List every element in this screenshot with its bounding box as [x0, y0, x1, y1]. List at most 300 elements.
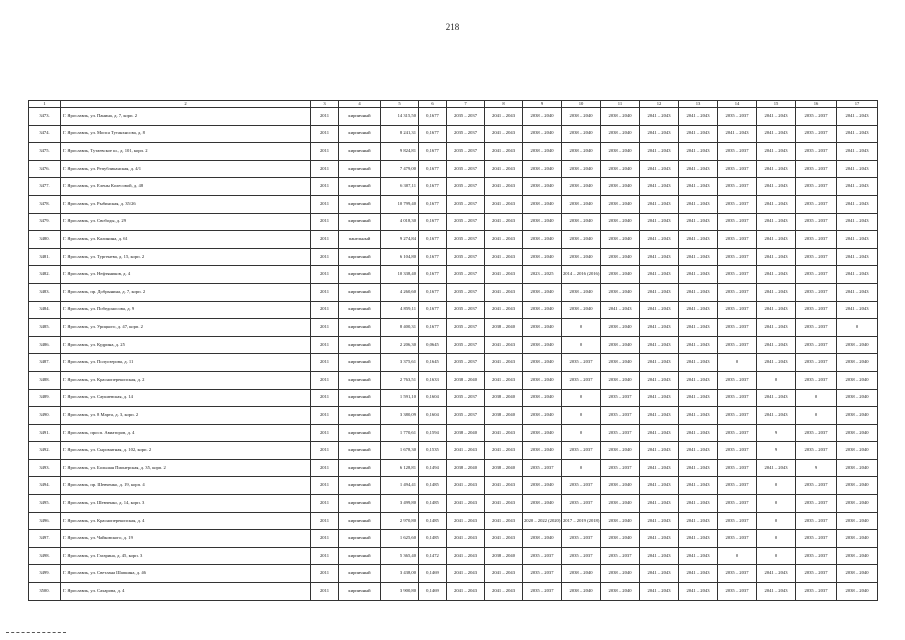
table-cell: 0: [757, 477, 796, 495]
housing-register-table: [28, 100, 878, 601]
table-cell: 2041 – 2043: [679, 530, 718, 548]
table-cell: 9 824,81: [381, 143, 419, 161]
table-cell: кирпичный: [339, 371, 381, 389]
table-cell: 2035 – 2037: [718, 407, 757, 425]
row-number-cell: 3491.: [29, 424, 61, 442]
table-cell: 2041 – 2043: [679, 108, 718, 126]
table-cell: 2035 – 2037: [447, 248, 485, 266]
table-cell: 2038 – 2040: [601, 354, 640, 372]
table-cell: 2035 – 2037: [523, 583, 562, 601]
table-cell: 2038 – 2040: [523, 231, 562, 249]
table-cell: 2041 – 2043: [679, 495, 718, 513]
table-cell: 2038 – 2040: [562, 160, 601, 178]
table-cell: 2035 – 2037: [796, 477, 837, 495]
table-cell: 2038 – 2040: [601, 477, 640, 495]
table-cell: 2038 – 2040: [523, 442, 562, 460]
table-cell: 2035 – 2037: [562, 442, 601, 460]
table-cell: 0,1677: [419, 195, 447, 213]
address-cell: Г. Ярославль, ул. Гагарина, д. 45, корп. 3: [61, 547, 311, 565]
table-cell: 2041 – 2043: [640, 319, 679, 337]
table-cell: 2041 – 2043: [640, 354, 679, 372]
table-row: [29, 371, 878, 389]
table-cell: 0: [562, 459, 601, 477]
table-cell: 2041 – 2043: [837, 248, 878, 266]
table-cell: кирпичный: [339, 459, 381, 477]
table-cell: 2041 – 2043: [640, 125, 679, 143]
table-cell: 2038 – 2040: [447, 371, 485, 389]
table-cell: 2035 – 2037: [718, 231, 757, 249]
table-cell: 2041 – 2043: [757, 336, 796, 354]
table-cell: 2041 – 2043: [679, 512, 718, 530]
address-cell: Г. Ярославль, ул. Кудрина, д. 25: [61, 336, 311, 354]
table-cell: 2041 – 2043: [485, 213, 523, 231]
table-cell: 8 400,31: [381, 319, 419, 337]
table-row: [29, 477, 878, 495]
table-cell: 6 128,81: [381, 459, 419, 477]
table-row: [29, 459, 878, 477]
table-cell: 2035 – 2037: [796, 178, 837, 196]
table-cell: 2035 – 2037: [447, 108, 485, 126]
row-number-cell: 3479.: [29, 213, 61, 231]
table-cell: 2038 – 2040: [523, 477, 562, 495]
table-cell: 2011: [311, 301, 339, 319]
table-cell: 2041 – 2043: [485, 266, 523, 284]
table-cell: 2041 – 2043: [837, 195, 878, 213]
row-number-cell: 3494.: [29, 477, 61, 495]
table-body: [29, 108, 878, 601]
table-cell: 0,1485: [419, 495, 447, 513]
table-cell: 2035 – 2037: [796, 266, 837, 284]
table-cell: 2038 – 2040: [601, 248, 640, 266]
page-edge-mark: [6, 632, 66, 634]
table-cell: 2041 – 2043: [679, 283, 718, 301]
table-cell: 1 494,41: [381, 477, 419, 495]
table-cell: 0,1677: [419, 301, 447, 319]
table-cell: 2038 – 2040: [562, 108, 601, 126]
table-cell: 2041 – 2043: [837, 125, 878, 143]
table-cell: 2035 – 2037: [447, 301, 485, 319]
table-row: [29, 512, 878, 530]
row-number-cell: 3481.: [29, 248, 61, 266]
table-cell: 2035 – 2037: [796, 530, 837, 548]
address-cell: Г. Ярославль, ул. Большая Пионерская, д. 35, корп. 2: [61, 459, 311, 477]
table-cell: 2038 – 2040: [562, 178, 601, 196]
table-cell: 0,1469: [419, 583, 447, 601]
table-cell: 2035 – 2037: [796, 583, 837, 601]
table-row: [29, 319, 878, 337]
row-number-cell: 3496.: [29, 512, 61, 530]
table-cell: 2038 – 2040: [523, 283, 562, 301]
table-cell: 2035 – 2037: [523, 459, 562, 477]
table-cell: 2041 – 2043: [640, 583, 679, 601]
table-cell: 2041 – 2043: [640, 495, 679, 513]
table-cell: 2038 – 2040: [837, 547, 878, 565]
table-cell: 2038 – 2040: [523, 495, 562, 513]
table-cell: 2011: [311, 442, 339, 460]
column-number-10: 10: [562, 101, 601, 108]
table-cell: 2041 – 2043: [679, 195, 718, 213]
table-cell: 2035 – 2037: [447, 195, 485, 213]
table-cell: 2038 – 2040: [523, 108, 562, 126]
table-cell: 2041 – 2043: [757, 319, 796, 337]
table-cell: 2041 – 2043: [447, 477, 485, 495]
address-cell: Г. Ярославль, ул. Сахарова, д. 4: [61, 583, 311, 601]
table-cell: 2038 – 2040: [562, 195, 601, 213]
row-number-cell: 3493.: [29, 459, 61, 477]
table-cell: 2041 – 2043: [485, 477, 523, 495]
table-cell: 2035 – 2037: [447, 354, 485, 372]
table-cell: кирпичный: [339, 547, 381, 565]
table-cell: 3 375,61: [381, 354, 419, 372]
table-cell: 2035 – 2037: [601, 424, 640, 442]
address-cell: Г. Ярославль, ул. Красноперекопская, д. 2: [61, 371, 311, 389]
table-cell: 0,1677: [419, 143, 447, 161]
table-cell: 2038 – 2040: [837, 354, 878, 372]
table-cell: 2041 – 2043: [679, 407, 718, 425]
table-cell: 0: [562, 407, 601, 425]
row-number-cell: 3480.: [29, 231, 61, 249]
table-cell: 2038 – 2040: [523, 336, 562, 354]
table-cell: 0: [718, 354, 757, 372]
row-number-cell: 3486.: [29, 336, 61, 354]
table-cell: 2035 – 2037: [447, 160, 485, 178]
column-number-11: 11: [601, 101, 640, 108]
address-cell: Г. Ярославль, пр. Добрынина, д. 7, корп. 2: [61, 283, 311, 301]
table-cell: кирпичный: [339, 248, 381, 266]
table-cell: 0: [796, 407, 837, 425]
table-cell: 2038 – 2040: [485, 389, 523, 407]
table-cell: 2041 – 2043: [679, 459, 718, 477]
table-cell: 2038 – 2040: [485, 547, 523, 565]
table-cell: 0,1677: [419, 108, 447, 126]
table-cell: 2041 – 2043: [679, 477, 718, 495]
table-cell: 6 307,11: [381, 178, 419, 196]
table-cell: 2038 – 2040: [523, 248, 562, 266]
table-cell: 2041 – 2043: [447, 495, 485, 513]
table-cell: кирпичный: [339, 389, 381, 407]
table-row: [29, 583, 878, 601]
table-cell: 2035 – 2037: [601, 389, 640, 407]
address-cell: Г. Ярославль, ул. 8 Марта, д. 3, корп. 2: [61, 407, 311, 425]
table-cell: 2041 – 2043: [640, 512, 679, 530]
table-row: [29, 231, 878, 249]
table-cell: 2035 – 2037: [447, 125, 485, 143]
table-cell: 2041 – 2043: [640, 266, 679, 284]
table-cell: 2041 – 2043: [640, 547, 679, 565]
table-cell: кирпичный: [339, 266, 381, 284]
table-cell: 2041 – 2043: [757, 354, 796, 372]
table-cell: 0: [837, 319, 878, 337]
table-cell: 2041 – 2043: [757, 565, 796, 583]
table-cell: 2041 – 2043: [640, 178, 679, 196]
table-cell: 2011: [311, 108, 339, 126]
table-cell: 0,1677: [419, 319, 447, 337]
table-cell: 2035 – 2037: [718, 319, 757, 337]
table-cell: кирпичный: [339, 195, 381, 213]
table-cell: 10 799,40: [381, 195, 419, 213]
table-cell: 2038 – 2040: [601, 442, 640, 460]
table-cell: 2041 – 2043: [485, 371, 523, 389]
table-cell: панельный: [339, 231, 381, 249]
table-cell: 2035 – 2037: [562, 477, 601, 495]
table-cell: 2041 – 2043: [757, 213, 796, 231]
table-cell: 9: [796, 459, 837, 477]
table-cell: 0: [562, 424, 601, 442]
table-cell: 2035 – 2037: [718, 371, 757, 389]
table-cell: 2035 – 2037: [601, 547, 640, 565]
table-row: [29, 248, 878, 266]
table-cell: 2035 – 2037: [718, 459, 757, 477]
table-cell: 2 970,80: [381, 512, 419, 530]
table-cell: 2041 – 2043: [485, 530, 523, 548]
row-number-cell: 3488.: [29, 371, 61, 389]
table-cell: 0: [718, 547, 757, 565]
address-cell: Г. Ярославль, ул. Републиканская, д. 4/1: [61, 160, 311, 178]
table-row: [29, 283, 878, 301]
table-cell: 2038 – 2040: [601, 213, 640, 231]
table-cell: 2038 – 2040: [523, 424, 562, 442]
table-cell: 0,1633: [419, 371, 447, 389]
table-cell: 2038 – 2040: [562, 143, 601, 161]
table-cell: 2011: [311, 547, 339, 565]
table-cell: 2041 – 2043: [485, 231, 523, 249]
table-cell: 2041 – 2043: [447, 530, 485, 548]
table-row: [29, 195, 878, 213]
address-cell: Г. Ярославль, ул. Урицкого, д. 47, корп. 2: [61, 319, 311, 337]
table-cell: кирпичный: [339, 512, 381, 530]
address-cell: Г. Ярославль, ул. Шевченко, д. 14, корп. 3: [61, 495, 311, 513]
table-cell: 4 859,11: [381, 301, 419, 319]
table-cell: 0,1677: [419, 283, 447, 301]
table-cell: 2041 – 2043: [485, 178, 523, 196]
table-cell: 2035 – 2037: [718, 336, 757, 354]
table-cell: 2020 – 2022 (2020): [523, 512, 562, 530]
table-cell: 2011: [311, 407, 339, 425]
table-cell: 2041 – 2043: [485, 125, 523, 143]
table-cell: 2041 – 2043: [718, 125, 757, 143]
row-number-cell: 3498.: [29, 547, 61, 565]
table-cell: 2038 – 2040: [837, 565, 878, 583]
table-cell: 2035 – 2037: [718, 160, 757, 178]
table-cell: кирпичный: [339, 424, 381, 442]
table-row: [29, 389, 878, 407]
table-cell: кирпичный: [339, 407, 381, 425]
table-cell: 2041 – 2043: [837, 301, 878, 319]
table-cell: 0,0645: [419, 336, 447, 354]
table-cell: 0: [757, 547, 796, 565]
table-cell: 0: [562, 319, 601, 337]
table-cell: 2041 – 2043: [757, 583, 796, 601]
table-cell: 2041 – 2043: [640, 459, 679, 477]
table-cell: 2035 – 2037: [447, 266, 485, 284]
column-number-row: [29, 101, 878, 108]
table-cell: 0,1677: [419, 213, 447, 231]
table-cell: 2011: [311, 371, 339, 389]
table-cell: 2041 – 2043: [757, 160, 796, 178]
table-cell: 2041 – 2043: [837, 178, 878, 196]
column-number-12: 12: [640, 101, 679, 108]
table-cell: 2038 – 2040: [523, 389, 562, 407]
table-cell: 2041 – 2043: [601, 301, 640, 319]
table-cell: 2038 – 2040: [837, 512, 878, 530]
table-cell: 0,1645: [419, 354, 447, 372]
table-cell: 3 900,80: [381, 583, 419, 601]
table-cell: 2041 – 2043: [757, 178, 796, 196]
table-row: [29, 495, 878, 513]
column-number-16: 16: [796, 101, 837, 108]
table-row: [29, 178, 878, 196]
table-cell: 0: [562, 389, 601, 407]
table-cell: 2035 – 2037: [447, 319, 485, 337]
table-cell: 2035 – 2037: [796, 512, 837, 530]
address-cell: Г. Ярославль, пр. Шевченко, д. 19, корп. 4: [61, 477, 311, 495]
table-cell: 2038 – 2040: [523, 125, 562, 143]
row-number-cell: 3485.: [29, 319, 61, 337]
table-cell: 2035 – 2037: [796, 565, 837, 583]
table-cell: 2041 – 2043: [485, 143, 523, 161]
table-cell: 0: [757, 512, 796, 530]
row-number-cell: 3477.: [29, 178, 61, 196]
column-number-1: 1: [29, 101, 61, 108]
column-number-17: 17: [837, 101, 878, 108]
table-cell: 0,1485: [419, 477, 447, 495]
table-row: [29, 442, 878, 460]
table-cell: 0,1604: [419, 389, 447, 407]
table-cell: 2035 – 2037: [796, 442, 837, 460]
table-cell: кирпичный: [339, 495, 381, 513]
table-cell: 2038 – 2040: [523, 301, 562, 319]
table-cell: 2035 – 2037: [718, 301, 757, 319]
table-cell: 2038 – 2040: [523, 213, 562, 231]
address-cell: Г. Ярославль, ул. Тургенева, д. 15, корп. 2: [61, 248, 311, 266]
row-number-cell: 3483.: [29, 283, 61, 301]
table-cell: 2035 – 2037: [718, 477, 757, 495]
table-cell: 2041 – 2043: [640, 442, 679, 460]
table-cell: 14 315,50: [381, 108, 419, 126]
table-cell: 2035 – 2037: [796, 213, 837, 231]
table-cell: 2041 – 2043: [485, 195, 523, 213]
row-number-cell: 3490.: [29, 407, 61, 425]
table-cell: 2041 – 2043: [640, 143, 679, 161]
table-cell: 2035 – 2037: [796, 547, 837, 565]
table-cell: 9: [757, 442, 796, 460]
table-cell: 2038 – 2040: [601, 512, 640, 530]
table-cell: 2041 – 2043: [485, 565, 523, 583]
table-cell: 2041 – 2043: [679, 547, 718, 565]
table-cell: 2035 – 2037: [523, 547, 562, 565]
table-cell: 2035 – 2037: [718, 512, 757, 530]
table-cell: 2011: [311, 195, 339, 213]
table-cell: 2035 – 2037: [718, 178, 757, 196]
table-cell: 2038 – 2040: [601, 565, 640, 583]
table-cell: 3 438,00: [381, 565, 419, 583]
table-cell: 2011: [311, 336, 339, 354]
table-cell: 2041 – 2043: [679, 231, 718, 249]
table-cell: кирпичный: [339, 565, 381, 583]
column-number-9: 9: [523, 101, 562, 108]
table-cell: 2011: [311, 160, 339, 178]
table-cell: 2035 – 2037: [447, 407, 485, 425]
table-cell: 0,1677: [419, 160, 447, 178]
table-cell: 2011: [311, 565, 339, 583]
table-cell: 7 479,00: [381, 160, 419, 178]
table-cell: 0: [757, 530, 796, 548]
table-cell: 2038 – 2040: [837, 371, 878, 389]
address-cell: Г. Ярославль, ул. Светлана Шапкина, д. 46: [61, 565, 311, 583]
table-cell: 2038 – 2040: [562, 583, 601, 601]
table-cell: 2038 – 2040: [837, 477, 878, 495]
table-cell: 2035 – 2037: [447, 213, 485, 231]
table-cell: 2011: [311, 459, 339, 477]
table-cell: 2035 – 2037: [562, 547, 601, 565]
table-cell: 2038 – 2040: [485, 407, 523, 425]
table-cell: 2041 – 2043: [640, 371, 679, 389]
table-cell: 2038 – 2040: [601, 371, 640, 389]
table-cell: 2035 – 2037: [796, 195, 837, 213]
table-cell: 4 260,60: [381, 283, 419, 301]
table-cell: 2041 – 2043: [485, 424, 523, 442]
address-cell: Г. Ярославль, ул. Калинина, д. 61: [61, 231, 311, 249]
column-number-15: 15: [757, 101, 796, 108]
table-cell: 2011: [311, 389, 339, 407]
table-cell: 2041 – 2043: [757, 389, 796, 407]
table-cell: 2038 – 2040: [601, 195, 640, 213]
row-number-cell: 3478.: [29, 195, 61, 213]
table-cell: 2038 – 2040: [523, 178, 562, 196]
table-cell: 2035 – 2037: [796, 143, 837, 161]
table-cell: 2041 – 2043: [485, 495, 523, 513]
table-cell: 2035 – 2037: [718, 424, 757, 442]
table-cell: 0,1604: [419, 407, 447, 425]
table-cell: 2035 – 2037: [562, 495, 601, 513]
table-cell: 2038 – 2040: [523, 319, 562, 337]
table-cell: 2038 – 2040: [601, 143, 640, 161]
table-cell: 2035 – 2037: [796, 424, 837, 442]
address-cell: Г. Ярославль, ул. Сыромятная, д. 102, корп. 2: [61, 442, 311, 460]
table-cell: 2041 – 2043: [679, 213, 718, 231]
table-cell: 1 678,30: [381, 442, 419, 460]
table-cell: 2041 – 2043: [679, 178, 718, 196]
table-cell: 0,1472: [419, 547, 447, 565]
table-cell: 2038 – 2040: [562, 125, 601, 143]
table-cell: 2041 – 2043: [447, 512, 485, 530]
row-number-cell: 3497.: [29, 530, 61, 548]
address-cell: Г. Ярославль, ул. Нефтяников, д. 4: [61, 266, 311, 284]
column-number-3: 3: [311, 101, 339, 108]
table-cell: 2041 – 2043: [679, 336, 718, 354]
table-cell: 3 380,09: [381, 407, 419, 425]
table-row: [29, 530, 878, 548]
table-cell: 2035 – 2037: [718, 530, 757, 548]
table-cell: 2041 – 2043: [485, 283, 523, 301]
table-cell: 2011: [311, 424, 339, 442]
table-cell: 2035 – 2037: [796, 248, 837, 266]
table-cell: 2035 – 2037: [447, 143, 485, 161]
table-cell: 2041 – 2043: [757, 301, 796, 319]
table-cell: 2041 – 2043: [757, 143, 796, 161]
table-cell: 2041 – 2043: [837, 283, 878, 301]
table-row: [29, 108, 878, 126]
column-number-14: 14: [718, 101, 757, 108]
table-cell: 2038 – 2040: [837, 389, 878, 407]
table-cell: 2041 – 2043: [757, 407, 796, 425]
row-number-cell: 3474.: [29, 125, 61, 143]
table-cell: 2035 – 2037: [796, 319, 837, 337]
table-cell: 2035 – 2037: [718, 195, 757, 213]
table-cell: 2041 – 2043: [640, 248, 679, 266]
table-cell: 2038 – 2040: [485, 319, 523, 337]
table-cell: 2041 – 2043: [640, 565, 679, 583]
